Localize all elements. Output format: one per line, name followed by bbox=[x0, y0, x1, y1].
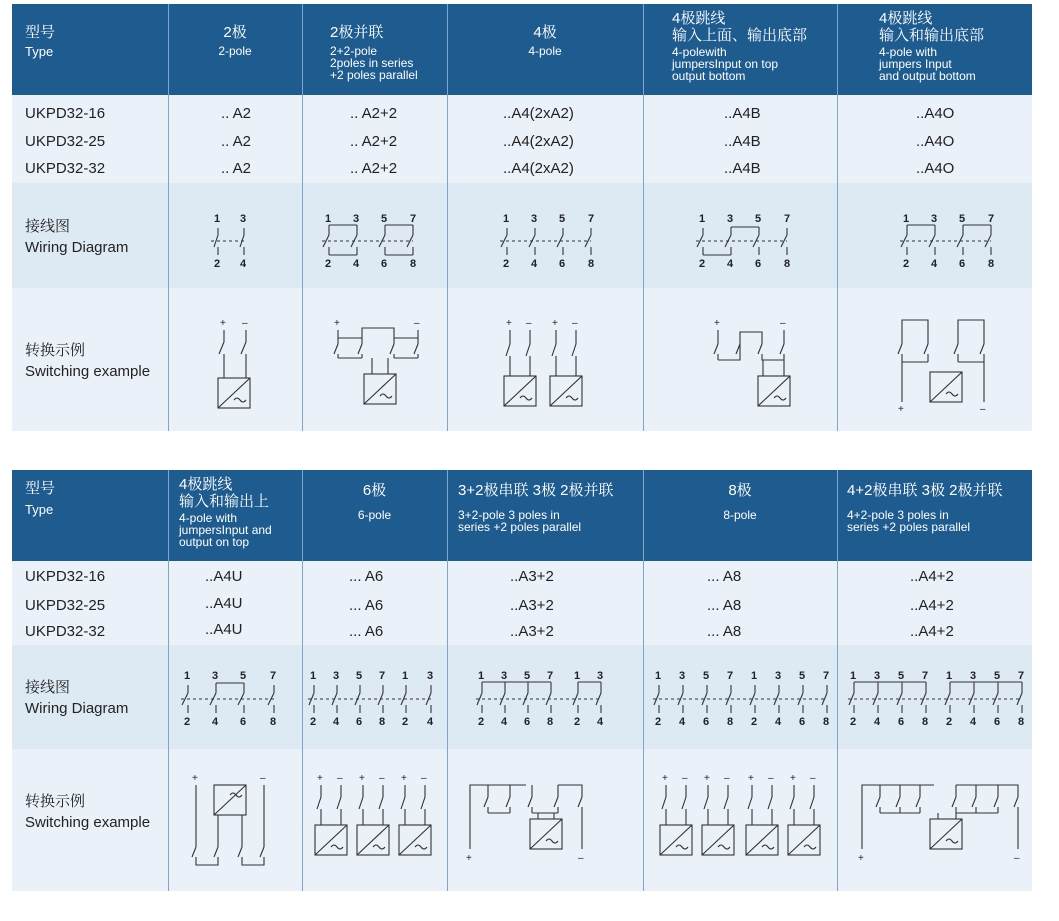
svg-text:3: 3 bbox=[970, 670, 977, 682]
svg-text:–: – bbox=[724, 773, 730, 784]
table-1-model-rows bbox=[12, 95, 1032, 183]
svg-text:+: + bbox=[401, 773, 407, 784]
svg-text:1: 1 bbox=[184, 670, 191, 682]
svg-text:+: + bbox=[858, 853, 864, 864]
svg-text:+: + bbox=[662, 773, 668, 784]
svg-text:4: 4 bbox=[775, 716, 782, 728]
svg-text:8: 8 bbox=[727, 716, 734, 728]
svg-text:8: 8 bbox=[379, 716, 386, 728]
svg-text:–: – bbox=[768, 773, 774, 784]
svg-text:4: 4 bbox=[727, 258, 734, 270]
svg-text:3: 3 bbox=[727, 213, 734, 225]
column-divider bbox=[302, 4, 303, 431]
table-2-switching-row bbox=[12, 749, 1032, 891]
table-cell: ..A3+2 bbox=[510, 623, 554, 640]
table-row: UKPD32-32 bbox=[25, 160, 106, 177]
table-2-model-rows bbox=[12, 561, 1032, 645]
table-cell: ..A4O bbox=[916, 160, 955, 177]
table-cell: ..A4(2xA2) bbox=[503, 133, 574, 150]
svg-text:+: + bbox=[506, 318, 512, 329]
svg-text:6: 6 bbox=[524, 716, 531, 728]
svg-text:6: 6 bbox=[559, 258, 566, 270]
table-cell: ... A6 bbox=[349, 623, 384, 640]
svg-text:3: 3 bbox=[353, 213, 360, 225]
col-header-6pole: 6极 6-pole bbox=[357, 482, 392, 522]
table-cell: ..A4U bbox=[205, 568, 243, 585]
svg-text:7: 7 bbox=[727, 670, 734, 682]
svg-text:1: 1 bbox=[655, 670, 662, 682]
switching-example-6pole bbox=[313, 773, 443, 873]
svg-text:1: 1 bbox=[903, 213, 910, 225]
column-divider bbox=[302, 470, 303, 891]
svg-text:7: 7 bbox=[1018, 670, 1025, 682]
svg-text:4: 4 bbox=[501, 716, 508, 728]
svg-text:8: 8 bbox=[1018, 716, 1025, 728]
column-divider bbox=[168, 4, 169, 431]
svg-text:1: 1 bbox=[214, 213, 221, 225]
svg-text:2: 2 bbox=[184, 716, 191, 728]
switching-example-8pole bbox=[660, 773, 830, 873]
svg-text:4: 4 bbox=[970, 716, 977, 728]
svg-text:2: 2 bbox=[655, 716, 662, 728]
table-cell: ..A3+2 bbox=[510, 597, 554, 614]
svg-text:+: + bbox=[748, 773, 754, 784]
table-cell: ... A6 bbox=[349, 568, 384, 585]
svg-text:4: 4 bbox=[531, 258, 538, 270]
svg-text:4: 4 bbox=[353, 258, 360, 270]
column-divider bbox=[837, 4, 838, 431]
svg-text:5: 5 bbox=[755, 213, 762, 225]
table-cell: .. A2 bbox=[221, 133, 252, 150]
table-cell: ... A6 bbox=[349, 597, 384, 614]
switching-example-4pole-jumper-b bbox=[708, 318, 798, 413]
wiring-diagram-2pole bbox=[202, 203, 262, 273]
column-divider bbox=[643, 4, 644, 431]
type-header bbox=[25, 24, 165, 95]
svg-text:–: – bbox=[578, 853, 584, 864]
svg-text:5: 5 bbox=[240, 670, 247, 682]
svg-text:6: 6 bbox=[240, 716, 247, 728]
table-cell: .. A2+2 bbox=[350, 105, 398, 122]
svg-text:1: 1 bbox=[478, 670, 485, 682]
svg-text:+: + bbox=[704, 773, 710, 784]
table-1-switching-row bbox=[12, 288, 1032, 431]
wiring-diagram-4plus2 bbox=[848, 665, 1028, 735]
svg-text:+: + bbox=[466, 853, 472, 864]
col-header-4pole-jumper-u: 4极跳线 输入和输出上 4-pole with jumpersInput and output on top bbox=[179, 476, 272, 549]
svg-text:4: 4 bbox=[597, 716, 604, 728]
svg-text:2: 2 bbox=[699, 258, 706, 270]
table-1-header bbox=[12, 4, 1032, 95]
svg-text:4: 4 bbox=[874, 716, 881, 728]
svg-text:3: 3 bbox=[212, 670, 219, 682]
table-cell: ..A4U bbox=[205, 621, 243, 638]
table-cell: .. A2+2 bbox=[350, 133, 398, 150]
svg-text:+: + bbox=[790, 773, 796, 784]
svg-text:2: 2 bbox=[325, 258, 332, 270]
svg-text:3: 3 bbox=[333, 670, 340, 682]
table-cell: ..A4+2 bbox=[910, 623, 954, 640]
svg-text:5: 5 bbox=[959, 213, 966, 225]
switching-example-4plus2 bbox=[858, 779, 1028, 879]
svg-text:7: 7 bbox=[784, 213, 791, 225]
table-cell: ..A4(2xA2) bbox=[503, 160, 574, 177]
svg-text:–: – bbox=[526, 318, 532, 329]
table-row: UKPD32-25 bbox=[25, 133, 106, 150]
svg-text:+: + bbox=[359, 773, 365, 784]
table-cell: ... A8 bbox=[707, 623, 742, 640]
svg-text:3: 3 bbox=[931, 213, 938, 225]
svg-text:+: + bbox=[317, 773, 323, 784]
svg-text:3: 3 bbox=[775, 670, 782, 682]
wiring-diagram-8pole bbox=[653, 665, 833, 735]
table-cell: ..A4B bbox=[724, 105, 761, 122]
svg-text:–: – bbox=[1014, 853, 1020, 864]
table-2-header bbox=[12, 470, 1032, 561]
svg-text:5: 5 bbox=[559, 213, 566, 225]
svg-text:8: 8 bbox=[922, 716, 929, 728]
svg-text:6: 6 bbox=[898, 716, 905, 728]
column-divider bbox=[447, 4, 448, 431]
svg-text:6: 6 bbox=[755, 258, 762, 270]
svg-text:–: – bbox=[682, 773, 688, 784]
svg-text:3: 3 bbox=[427, 670, 434, 682]
wiring-diagram-4pole-jumper-b bbox=[692, 203, 812, 273]
svg-text:4: 4 bbox=[931, 258, 938, 270]
svg-text:8: 8 bbox=[410, 258, 417, 270]
svg-text:5: 5 bbox=[381, 213, 388, 225]
svg-text:–: – bbox=[260, 773, 266, 784]
svg-text:2: 2 bbox=[946, 716, 953, 728]
svg-text:–: – bbox=[242, 318, 248, 329]
svg-text:3: 3 bbox=[501, 670, 508, 682]
column-divider bbox=[837, 470, 838, 891]
wiring-label: 接线图 Wiring Diagram bbox=[25, 218, 129, 256]
col-header-2plus2: 2极并联 2+2-pole 2poles in series +2 poles parallel bbox=[330, 24, 418, 82]
svg-text:–: – bbox=[572, 318, 578, 329]
svg-text:–: – bbox=[810, 773, 816, 784]
type-cn: 型号 bbox=[25, 24, 56, 41]
table-cell: ..A4O bbox=[916, 105, 955, 122]
svg-text:1: 1 bbox=[751, 670, 758, 682]
svg-text:–: – bbox=[379, 773, 385, 784]
svg-text:7: 7 bbox=[588, 213, 595, 225]
column-divider bbox=[643, 470, 644, 891]
wiring-label: 接线图 Wiring Diagram bbox=[25, 679, 129, 717]
svg-text:6: 6 bbox=[381, 258, 388, 270]
switching-example-4pole-jumper-u bbox=[188, 773, 278, 873]
table-row: UKPD32-16 bbox=[25, 105, 106, 122]
svg-text:–: – bbox=[414, 318, 420, 329]
switching-example-2pole bbox=[212, 318, 262, 413]
svg-text:1: 1 bbox=[946, 670, 953, 682]
svg-text:+: + bbox=[334, 318, 340, 329]
switching-label: 转换示例 Switching example bbox=[25, 793, 151, 831]
svg-text:4: 4 bbox=[333, 716, 340, 728]
svg-text:4: 4 bbox=[679, 716, 686, 728]
svg-text:8: 8 bbox=[784, 258, 791, 270]
table-row: UKPD32-32 bbox=[25, 623, 106, 640]
svg-text:+: + bbox=[714, 318, 720, 329]
svg-text:1: 1 bbox=[402, 670, 409, 682]
svg-text:7: 7 bbox=[823, 670, 830, 682]
svg-text:3: 3 bbox=[874, 670, 881, 682]
svg-text:5: 5 bbox=[524, 670, 531, 682]
svg-text:2: 2 bbox=[574, 716, 581, 728]
col-header-4pole-jumper-o: 4极跳线 输入和输出底部 4-pole with jumpers Input and output bottom bbox=[879, 10, 985, 83]
svg-text:5: 5 bbox=[799, 670, 806, 682]
table-cell: .. A2 bbox=[221, 160, 252, 177]
svg-text:3: 3 bbox=[240, 213, 247, 225]
svg-text:2: 2 bbox=[503, 258, 510, 270]
table-cell: ..A4O bbox=[916, 133, 955, 150]
svg-text:1: 1 bbox=[503, 213, 510, 225]
svg-text:7: 7 bbox=[547, 670, 554, 682]
svg-text:8: 8 bbox=[988, 258, 995, 270]
spec-table-2 bbox=[12, 470, 1032, 891]
svg-text:7: 7 bbox=[922, 670, 929, 682]
wiring-diagram-6pole bbox=[306, 665, 441, 735]
svg-text:7: 7 bbox=[988, 213, 995, 225]
svg-text:+: + bbox=[898, 404, 904, 415]
wiring-diagram-4pole-jumper-o bbox=[896, 203, 1016, 273]
svg-text:6: 6 bbox=[959, 258, 966, 270]
switching-example-3plus2 bbox=[466, 779, 606, 879]
svg-text:2: 2 bbox=[478, 716, 485, 728]
col-header-4pole: 4极 4-pole bbox=[528, 24, 562, 58]
table-cell: ..A4B bbox=[724, 133, 761, 150]
column-divider bbox=[168, 470, 169, 891]
svg-text:5: 5 bbox=[703, 670, 710, 682]
wiring-diagram-4pole-jumper-u bbox=[178, 665, 288, 735]
svg-text:6: 6 bbox=[356, 716, 363, 728]
svg-text:2: 2 bbox=[214, 258, 221, 270]
svg-text:6: 6 bbox=[994, 716, 1001, 728]
svg-text:2: 2 bbox=[751, 716, 758, 728]
wiring-diagram-4pole bbox=[496, 203, 616, 273]
svg-text:3: 3 bbox=[597, 670, 604, 682]
column-divider bbox=[447, 470, 448, 891]
svg-text:–: – bbox=[421, 773, 427, 784]
svg-text:8: 8 bbox=[270, 716, 277, 728]
table-cell: .. A2+2 bbox=[350, 160, 398, 177]
svg-text:1: 1 bbox=[325, 213, 332, 225]
table-cell: ..A4U bbox=[205, 595, 243, 612]
svg-text:6: 6 bbox=[703, 716, 710, 728]
table-cell: .. A2 bbox=[221, 105, 252, 122]
switching-example-4pole bbox=[502, 318, 602, 413]
svg-text:6: 6 bbox=[799, 716, 806, 728]
svg-text:4: 4 bbox=[240, 258, 247, 270]
table-row: UKPD32-25 bbox=[25, 597, 106, 614]
svg-text:1: 1 bbox=[574, 670, 581, 682]
svg-text:8: 8 bbox=[588, 258, 595, 270]
svg-text:2: 2 bbox=[402, 716, 409, 728]
type-header: 型号 Type bbox=[25, 480, 56, 517]
svg-text:7: 7 bbox=[270, 670, 277, 682]
col-header-2pole: 2极 2-pole bbox=[218, 24, 252, 58]
col-header-3plus2: 3+2极串联 3极 2极并联 3+2-pole 3 poles in series +2 poles parallel bbox=[458, 482, 614, 534]
svg-text:8: 8 bbox=[547, 716, 554, 728]
switching-example-2plus2 bbox=[332, 318, 432, 413]
svg-text:+: + bbox=[192, 773, 198, 784]
table-cell: ... A8 bbox=[707, 568, 742, 585]
table-cell: ..A3+2 bbox=[510, 568, 554, 585]
switching-example-4pole-jumper-o bbox=[896, 316, 1006, 416]
table-cell: ..A4+2 bbox=[910, 568, 954, 585]
svg-text:+: + bbox=[552, 318, 558, 329]
svg-text:–: – bbox=[337, 773, 343, 784]
spec-table-1 bbox=[12, 4, 1032, 431]
col-header-8pole: 8极 8-pole bbox=[723, 482, 757, 522]
svg-text:5: 5 bbox=[898, 670, 905, 682]
table-cell: ..A4B bbox=[724, 160, 761, 177]
table-1-wiring-row bbox=[12, 183, 1032, 288]
wiring-diagram-3plus2 bbox=[474, 665, 614, 735]
svg-text:2: 2 bbox=[850, 716, 857, 728]
switching-label: 转换示例 Switching example bbox=[25, 342, 151, 380]
svg-text:7: 7 bbox=[410, 213, 417, 225]
svg-text:–: – bbox=[980, 404, 986, 415]
svg-text:7: 7 bbox=[379, 670, 386, 682]
svg-text:4: 4 bbox=[212, 716, 219, 728]
table-cell: ..A4(2xA2) bbox=[503, 105, 574, 122]
svg-text:5: 5 bbox=[356, 670, 363, 682]
svg-text:1: 1 bbox=[850, 670, 857, 682]
svg-text:5: 5 bbox=[994, 670, 1001, 682]
svg-text:2: 2 bbox=[903, 258, 910, 270]
table-2-wiring-row bbox=[12, 645, 1032, 749]
svg-text:4: 4 bbox=[427, 716, 434, 728]
svg-text:1: 1 bbox=[310, 670, 317, 682]
col-header-4pole-jumper-b: 4极跳线 输入上面、输出底部 4-polewith jumpersInput on top output bottom bbox=[672, 10, 808, 83]
col-header-4plus2: 4+2极串联 3极 2极并联 4+2-pole 3 poles in series +2 poles parallel bbox=[847, 482, 1003, 534]
svg-text:–: – bbox=[780, 318, 786, 329]
wiring-diagram-2plus2 bbox=[318, 203, 438, 273]
svg-text:8: 8 bbox=[823, 716, 830, 728]
svg-text:3: 3 bbox=[531, 213, 538, 225]
type-en: Type bbox=[25, 44, 54, 59]
svg-text:+: + bbox=[220, 318, 226, 329]
table-row: UKPD32-16 bbox=[25, 568, 106, 585]
svg-text:3: 3 bbox=[679, 670, 686, 682]
table-cell: ... A8 bbox=[707, 597, 742, 614]
table-cell: ..A4+2 bbox=[910, 597, 954, 614]
svg-text:2: 2 bbox=[310, 716, 317, 728]
svg-text:1: 1 bbox=[699, 213, 706, 225]
